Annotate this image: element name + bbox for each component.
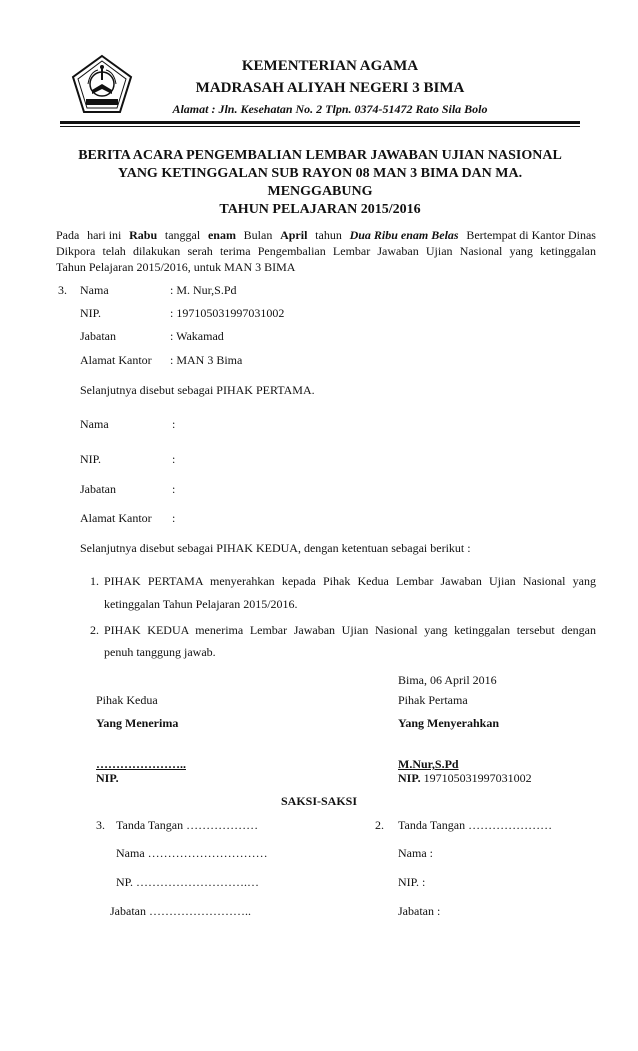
saksi-left-nama: Nama …………………………	[116, 846, 268, 860]
right-signatory-nip	[398, 771, 532, 786]
jabatan-label: Jabatan	[80, 329, 116, 343]
intro-word: hari ini	[87, 228, 122, 242]
header-school: MADRASAH ALIYAH NEGERI 3 BIMA	[195, 80, 465, 96]
saksi-left-jabatan: Jabatan ……………………..	[110, 904, 251, 918]
saksi-right-signature: Tanda Tangan …………………	[398, 818, 553, 832]
kedua-alamat-colon: :	[172, 511, 176, 525]
saksi-right-jabatan: Jabatan :	[398, 904, 441, 918]
alamat-label: Alamat Kantor	[80, 353, 152, 367]
place-date: Bima, 06 April 2016	[398, 673, 497, 687]
term-1-line-2: ketinggalan Tahun Pelajaran 2015/2016.	[104, 597, 298, 611]
intro-word: Bulan	[243, 228, 273, 242]
term-2-line-2: penuh tanggung jawab.	[104, 645, 216, 659]
item-number: 3.	[58, 283, 67, 297]
saksi-heading: SAKSI-SAKSI	[280, 794, 358, 808]
intro-word: Bertempat di Kantor Dinas	[466, 228, 596, 242]
intro-day: Rabu	[129, 228, 158, 242]
term-1-number: 1.	[90, 574, 99, 588]
kedua-nama-colon: :	[172, 417, 176, 431]
left-signatory-nip: NIP.	[96, 771, 119, 785]
kedua-nip-label: NIP.	[80, 452, 102, 466]
intro-word: Pada	[56, 228, 80, 242]
title-line-1: BERITA ACARA PENGEMBALIAN LEMBAR JAWABAN UJIAN NASIONAL	[78, 148, 562, 163]
pihak-pertama-statement: Selanjutnya disebut sebagai PIHAK PERTAMA.	[80, 383, 315, 397]
intro-year: Dua Ribu enam Belas	[349, 228, 459, 242]
header-divider-thin	[60, 126, 580, 127]
intro-word: tanggal	[164, 228, 201, 242]
ministry-emblem-icon	[70, 54, 134, 118]
intro-date: enam	[207, 228, 236, 242]
jabatan-value: : Wakamad	[170, 329, 224, 343]
saksi-right-nip: NIP. :	[398, 875, 426, 889]
right-nip-value: 197105031997031002	[420, 771, 532, 785]
nama-label: Nama	[80, 283, 109, 297]
right-title: Yang Menyerahkan	[398, 716, 500, 730]
header-divider-thick	[60, 121, 580, 124]
intro-line-3: Tahun Pelajaran 2015/2016, untuk MAN 3 BIMA	[56, 260, 296, 274]
left-title: Yang Menerima	[96, 716, 179, 730]
alamat-value: : MAN 3 Bima	[170, 353, 243, 367]
intro-word: tahun	[315, 228, 342, 242]
saksi-left-signature: Tanda Tangan ………………	[116, 818, 259, 832]
term-1-line-1: PIHAK PERTAMA menyerahkan kepada Pihak Kedua Lembar Jawaban Ujian Nasional yang	[104, 574, 596, 588]
nip-label: NIP.	[80, 306, 102, 320]
header-address: Alamat : Jln. Kesehatan No. 2 Tlpn. 0374-51472 Rato Sila Bolo	[172, 102, 488, 116]
saksi-right-number: 2.	[375, 818, 384, 832]
nama-value: : M. Nur,S.Pd	[170, 283, 237, 297]
kedua-jabatan-colon: :	[172, 482, 176, 496]
kedua-nama-label: Nama	[80, 417, 109, 431]
right-role: Pihak Pertama	[398, 693, 468, 707]
title-line-4: TAHUN PELAJARAN 2015/2016	[219, 202, 421, 217]
title-line-3: MENGGABUNG	[267, 184, 373, 199]
term-2-line-1: PIHAK KEDUA menerima Lembar Jawaban Ujian Nasional yang ketinggalan tersebut dengan	[104, 623, 596, 637]
left-role: Pihak Kedua	[96, 693, 158, 707]
kedua-alamat-label: Alamat Kantor	[80, 511, 152, 525]
intro-line-1	[56, 228, 596, 243]
pihak-kedua-statement: Selanjutnya disebut sebagai PIHAK KEDUA, dengan ketentuan sebagai berikut :	[80, 541, 471, 555]
kedua-nip-colon: :	[172, 452, 176, 466]
intro-month: April	[280, 228, 308, 242]
ministry-logo	[70, 54, 134, 118]
saksi-right-nama: Nama :	[398, 846, 433, 860]
kedua-jabatan-label: Jabatan	[80, 482, 116, 496]
header-ministry: KEMENTERIAN AGAMA	[241, 58, 419, 74]
right-signatory-name: M.Nur,S.Pd	[398, 757, 459, 771]
nip-value: : 197105031997031002	[170, 306, 285, 320]
title-line-2: YANG KETINGGALAN SUB RAYON 08 MAN 3 BIMA DAN MA.	[117, 166, 523, 181]
term-2-number: 2.	[90, 623, 99, 637]
left-signatory-name: …………………..	[96, 757, 186, 771]
saksi-left-number: 3.	[96, 818, 105, 832]
saksi-left-nip: NP. ……………………….…	[116, 875, 260, 889]
right-nip-label: NIP.	[398, 771, 421, 785]
intro-line-2: Dikpora telah dilakukan serah terima Pengembalian Lembar Jawaban Ujian Nasional yang ketinggalan	[56, 244, 596, 258]
